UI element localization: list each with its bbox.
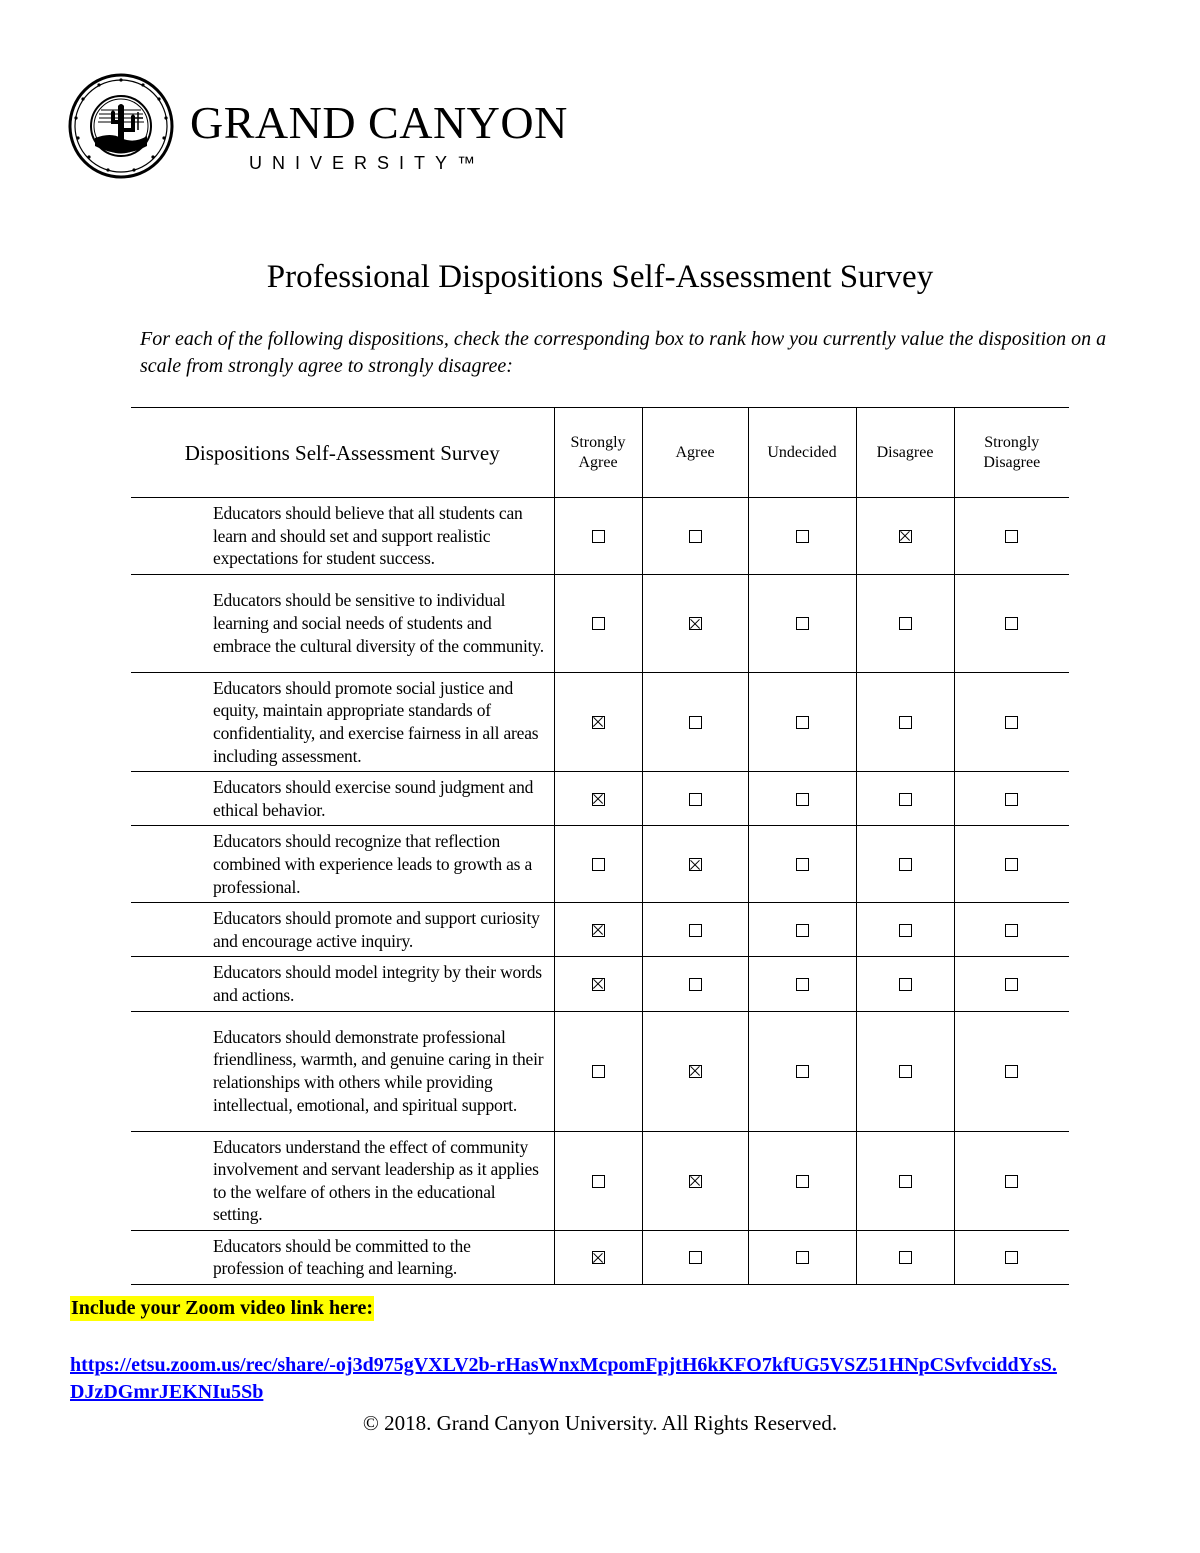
instructions: For each of the following dispositions, check the corresponding box to rank how you currently value the disposition on a scale from strongly agree to strongly disagree: xyxy=(140,328,1107,377)
rating-cell xyxy=(554,1230,642,1284)
checkbox[interactable] xyxy=(899,1251,912,1264)
disposition-statement: Educators should recognize that reflection combined with experience leads to growth as a professional. xyxy=(131,826,554,903)
rating-cell xyxy=(748,1131,856,1230)
university-logo xyxy=(66,72,568,180)
checkbox[interactable] xyxy=(689,1251,702,1264)
checked-checkbox[interactable] xyxy=(689,617,702,630)
rating-cell xyxy=(554,1131,642,1230)
checkbox[interactable] xyxy=(1005,1251,1018,1264)
rating-cell xyxy=(954,903,1069,957)
table-row xyxy=(131,772,1069,826)
disposition-statement: Educators should be sensitive to individual learning and social needs of students and embrace the cultural diversity of the community. xyxy=(131,574,554,672)
disposition-statement: Educators should believe that all students can learn and should set and support realistic expectations for student success. xyxy=(131,498,554,575)
checkbox[interactable] xyxy=(689,978,702,991)
copyright-notice: © 2018. Grand Canyon University. All Rights Reserved. xyxy=(362,1411,838,1435)
checkbox[interactable] xyxy=(592,1175,605,1188)
table-header-title: Dispositions Self-Assessment Survey xyxy=(131,408,554,498)
checkbox[interactable] xyxy=(1005,1065,1018,1078)
table-row xyxy=(131,574,1069,672)
checkbox[interactable] xyxy=(796,1175,809,1188)
rating-cell xyxy=(554,826,642,903)
rating-cell xyxy=(748,826,856,903)
rating-cell xyxy=(748,1230,856,1284)
rating-cell xyxy=(642,1131,748,1230)
column-header: Disagree xyxy=(856,408,954,498)
table-row xyxy=(131,903,1069,957)
rating-cell xyxy=(554,772,642,826)
logo-subword: UNIVERSITY™ xyxy=(249,153,486,173)
disposition-statement: Educators should promote social justice and equity, maintain appropriate standards of confidentiality, and exercise fairness in all areas including assessment. xyxy=(131,672,554,771)
checkbox[interactable] xyxy=(592,617,605,630)
checkbox[interactable] xyxy=(1005,978,1018,991)
table-row xyxy=(131,826,1069,903)
rating-cell xyxy=(954,826,1069,903)
checkbox[interactable] xyxy=(796,530,809,543)
rating-cell xyxy=(748,574,856,672)
checkbox[interactable] xyxy=(899,1175,912,1188)
rating-cell xyxy=(856,672,954,771)
checkbox[interactable] xyxy=(796,617,809,630)
table-row xyxy=(131,498,1069,575)
page-title: Professional Dispositions Self-Assessment Survey xyxy=(266,259,934,295)
rating-cell xyxy=(856,826,954,903)
rating-cell xyxy=(954,957,1069,1011)
checked-checkbox[interactable] xyxy=(592,716,605,729)
rating-cell xyxy=(642,903,748,957)
rating-cell xyxy=(748,772,856,826)
checkbox[interactable] xyxy=(796,858,809,871)
checkbox[interactable] xyxy=(592,1065,605,1078)
rating-cell xyxy=(642,772,748,826)
checked-checkbox[interactable] xyxy=(592,793,605,806)
column-header: Strongly Disagree xyxy=(954,408,1069,498)
column-header: Strongly Agree xyxy=(554,408,642,498)
checkbox[interactable] xyxy=(1005,793,1018,806)
rating-cell xyxy=(748,1011,856,1131)
rating-cell xyxy=(954,672,1069,771)
checkbox[interactable] xyxy=(592,530,605,543)
checkbox[interactable] xyxy=(899,978,912,991)
rating-cell xyxy=(554,1011,642,1131)
rating-cell xyxy=(954,1011,1069,1131)
rating-cell xyxy=(642,498,748,575)
rating-cell xyxy=(748,903,856,957)
rating-cell xyxy=(554,574,642,672)
disposition-statement: Educators should exercise sound judgment and ethical behavior. xyxy=(131,772,554,826)
column-header: Agree xyxy=(642,408,748,498)
rating-cell xyxy=(748,672,856,771)
rating-cell xyxy=(954,574,1069,672)
rating-cell xyxy=(856,1230,954,1284)
checkbox[interactable] xyxy=(689,716,702,729)
column-header: Undecided xyxy=(748,408,856,498)
checkbox[interactable] xyxy=(796,1065,809,1078)
checkbox[interactable] xyxy=(796,716,809,729)
checked-checkbox[interactable] xyxy=(592,978,605,991)
rating-cell xyxy=(954,1230,1069,1284)
table-header-row xyxy=(131,408,1069,498)
disposition-statement: Educators should promote and support curiosity and encourage active inquiry. xyxy=(131,903,554,957)
disposition-statement: Educators should demonstrate professional friendliness, warmth, and genuine caring in their relationships with others while providing intellectual, emotional, and spiritual support. xyxy=(131,1011,554,1131)
rating-cell xyxy=(554,957,642,1011)
table-row xyxy=(131,1230,1069,1284)
checkbox[interactable] xyxy=(899,716,912,729)
checkbox[interactable] xyxy=(689,793,702,806)
rating-cell xyxy=(856,1011,954,1131)
university-seal-icon xyxy=(66,72,176,180)
checkbox[interactable] xyxy=(899,924,912,937)
table-row xyxy=(131,672,1069,771)
checkbox[interactable] xyxy=(1005,924,1018,937)
checkbox[interactable] xyxy=(899,1065,912,1078)
rating-cell xyxy=(856,498,954,575)
checkbox[interactable] xyxy=(592,858,605,871)
checked-checkbox[interactable] xyxy=(592,1251,605,1264)
checked-checkbox[interactable] xyxy=(689,1065,702,1078)
checked-checkbox[interactable] xyxy=(899,530,912,543)
checkbox[interactable] xyxy=(899,617,912,630)
rating-cell xyxy=(954,1131,1069,1230)
rating-cell xyxy=(554,672,642,771)
rating-cell xyxy=(748,957,856,1011)
disposition-statement: Educators understand the effect of community involvement and servant leadership as it applies to the welfare of others in the educational setting. xyxy=(131,1131,554,1230)
rating-cell xyxy=(856,903,954,957)
checked-checkbox[interactable] xyxy=(689,1175,702,1188)
disposition-statement: Educators should be committed to the profession of teaching and learning. xyxy=(131,1230,554,1284)
checkbox[interactable] xyxy=(1005,716,1018,729)
rating-cell xyxy=(856,772,954,826)
rating-cell xyxy=(954,498,1069,575)
checkbox[interactable] xyxy=(899,858,912,871)
table-row xyxy=(131,1131,1069,1230)
checked-checkbox[interactable] xyxy=(592,924,605,937)
checkbox[interactable] xyxy=(796,978,809,991)
checkbox[interactable] xyxy=(1005,617,1018,630)
rating-cell xyxy=(642,1230,748,1284)
rating-cell xyxy=(856,574,954,672)
table-row xyxy=(131,957,1069,1011)
checked-checkbox[interactable] xyxy=(689,858,702,871)
checkbox[interactable] xyxy=(1005,1175,1018,1188)
checkbox[interactable] xyxy=(796,1251,809,1264)
checkbox[interactable] xyxy=(689,530,702,543)
rating-cell xyxy=(642,672,748,771)
checkbox[interactable] xyxy=(1005,530,1018,543)
rating-cell xyxy=(554,498,642,575)
rating-cell xyxy=(642,574,748,672)
rating-cell xyxy=(856,1131,954,1230)
rating-cell xyxy=(642,1011,748,1131)
logo-wordmark: GRAND CANYON xyxy=(190,97,568,148)
table-row xyxy=(131,1011,1069,1131)
rating-cell xyxy=(642,957,748,1011)
rating-cell xyxy=(554,903,642,957)
checkbox[interactable] xyxy=(796,924,809,937)
survey-table xyxy=(131,407,1069,1285)
rating-cell xyxy=(856,957,954,1011)
checkbox[interactable] xyxy=(899,793,912,806)
checkbox[interactable] xyxy=(796,793,809,806)
zoom-video-link[interactable]: https://etsu.zoom.us/rec/share/-oj3d975gVXLV2b-rHasWnxMcpomFpjtH6kKFO7kfUG5VSZ51HNpCSvfvciddYsS.DJzDGmrJEKNIu5Sb xyxy=(70,1354,1057,1403)
rating-cell xyxy=(954,772,1069,826)
zoom-link-label: Include your Zoom video link here: xyxy=(71,1297,374,1319)
checkbox[interactable] xyxy=(689,924,702,937)
checkbox[interactable] xyxy=(1005,858,1018,871)
rating-cell xyxy=(748,498,856,575)
disposition-statement: Educators should model integrity by their words and actions. xyxy=(131,957,554,1011)
rating-cell xyxy=(642,826,748,903)
